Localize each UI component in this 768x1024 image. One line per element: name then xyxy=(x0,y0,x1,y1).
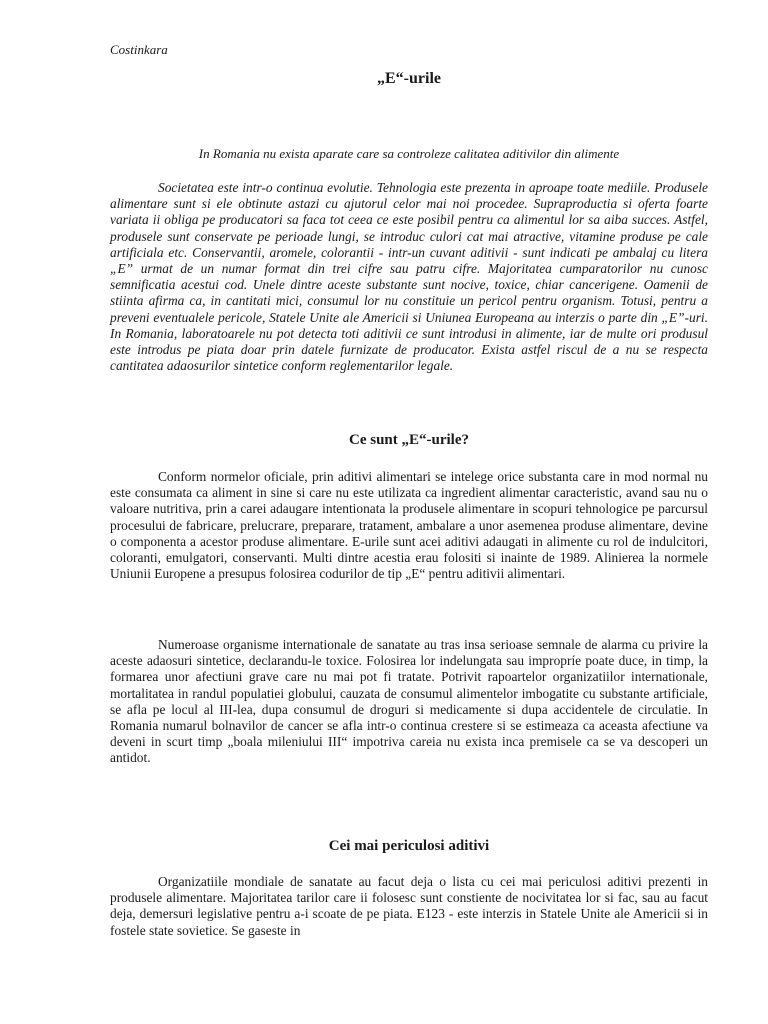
author-line: Costinkara xyxy=(110,42,168,57)
section1-paragraph-2: Numeroase organisme internationale de sanatate au tras insa serioase semnale de alarma cu privire la aceste adaosuri sintetice, declarandu-le toxice. Folosirea lor indelungata sau impropríe poate duce, in timp, la formarea unor afectiuni grave care nu mai pot fi tratate. Potrivit rapoartelor organizatiilor internationale, mortalitatea in randul populatiei globului, cauzata de consumul alimentelor imbogatite cu substante artificiale, se afla pe locul al III-lea, dupa consumul de droguri si medicamente si dupa accidentele de circulatie. In Romania numarul bolnavilor de cancer se afla intr-o continua crestere si se estimeaza ca aceasta afectiune va deveni in scurt timp „boala mileniului III“ impotriva careia nu exista inca premisele ca se va descoperi un antidot. xyxy=(110,637,708,766)
intro-paragraph: Societatea este intr-o continua evolutie. Tehnologia este prezenta in aproape toate mediile. Produsele alimentare sunt si ele obtinute astazi cu ajutorul celor mai noi procedee. Supraproductia si oferta foarte variata ii obliga pe producatori sa faca tot ceea ce este posibil pentru ca alimentul lor sa aiba succes. Astfel, produsele sunt conservate pe perioade lungi, se introduc culori cat mai atractive, vitamine produse pe cale artificiala etc. Conservantii, aromele, colorantii - intr-un cuvant aditivii - sunt indicati pe ambalaj cu litera „E” urmat de un numar format din trei cifre sau patru cifre. Majoritatea cumparatorilor nu cunosc semnificatia acestui cod. Unele dintre aceste substante sunt nocive, toxice, chiar cancerigene. Oamenii de stiinta afirma ca, in cantitati mici, consumul lor nu constituie un pericol pentru organism. Totusi, pentru a preveni eventualele pericole, Statele Unite ale Americii si Uniunea Europeana au interzis o parte din „E”-uri. In Romania, laboratoarele nu pot detecta toti aditivii ce sunt introdusi in alimente, iar de multe ori produsul este introdus pe piata doar prin datele furnizate de producator. Exista astfel riscul de a nu se respecta cantitatea adaosurilor sintetice conform reglementarilor legale. xyxy=(110,180,708,374)
section2-paragraph-1: Organizatiile mondiale de sanatate au facut deja o lista cu cei mai periculosi aditivi prezenti in produsele alimentare. Majoritatea tarilor care ii folosesc sunt constiente de nocivitatea lor si fac, sau au facut deja, demersuri legislative pentru a-i scoate de pe piata. E123 - este interzis in Statele Unite ale Americii si in fostele state sovietice. Se gaseste in xyxy=(110,874,708,938)
section-heading-periculosi: Cei mai periculosi aditivi xyxy=(328,838,490,854)
section-heading-ce-sunt: Ce sunt „E“-urile? xyxy=(349,432,469,448)
section1-paragraph-1: Conform normelor oficiale, prin aditivi alimentari se intelege orice substanta care in mod normal nu este consumata ca aliment in sine si care nu este utilizata ca ingredient alimentar caracteristic, avand sau nu o valoare nutritiva, prin a carei adaugare intentionata la produsele alimentare in scopuri tehnologice pe parcursul procesului de fabricare, prelucrare, preparare, tratament, ambalare a unor asemenea produse alimentare, devine o componenta a acestor produse alimentare. E-urile sunt acei aditivi adaugati in alimente cu rol de indulcitori, coloranti, emulgatori, conservanti. Multi dintre acestia erau folositi si inainte de 1989. Alinierea la normele Uniunii Europene a presupus folosirea codurilor de tip „E“ pentru aditivii alimentari. xyxy=(110,469,708,582)
document-title: „E“-urile xyxy=(377,70,441,87)
document-subtitle: In Romania nu exista aparate care sa controleze calitatea aditivilor din alimente xyxy=(198,146,620,161)
